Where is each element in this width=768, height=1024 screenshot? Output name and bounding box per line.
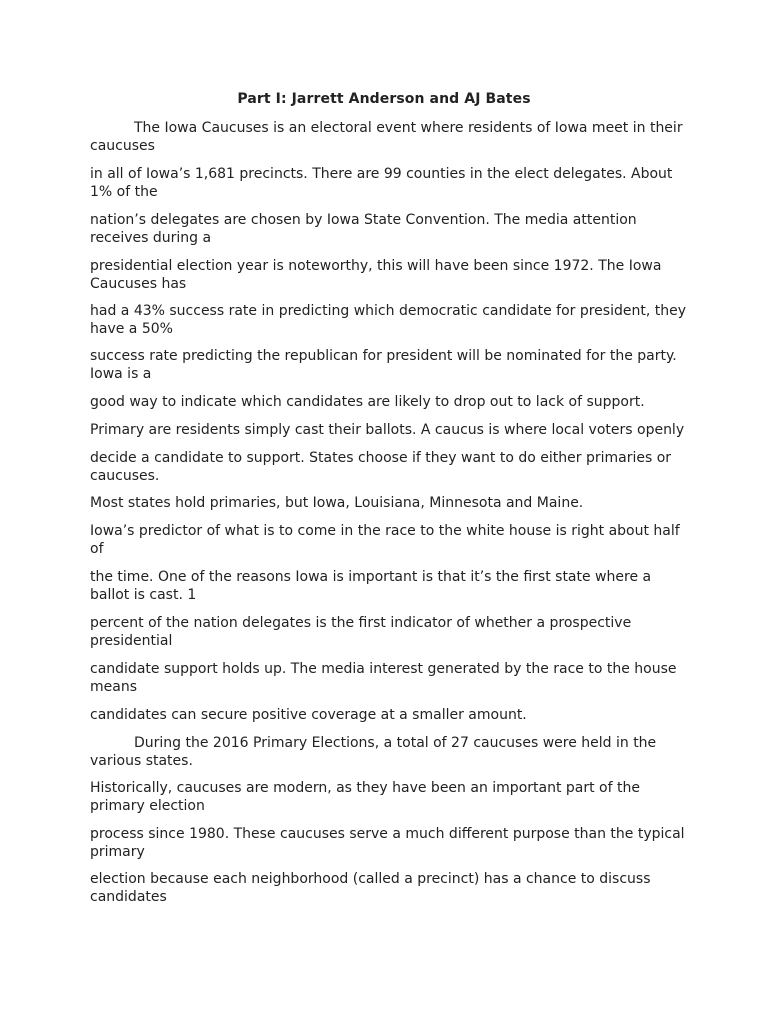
paragraph-line: During the 2016 Primary Elections, a total of 27 caucuses were held in the various states. (90, 735, 657, 769)
paragraph-line: percent of the nation delegates is the first indicator of whether a prospective presidential (90, 615, 632, 649)
paragraph-line: Primary are residents simply cast their ballots. A caucus is where local voters openly (90, 422, 685, 438)
paragraph-line: candidate support holds up. The media interest generated by the race to the house means (90, 661, 677, 695)
paragraph-line: decide a candidate to support. States choose if they want to do either primaries or caucuses. (90, 450, 672, 484)
paragraph-line: the time. One of the reasons Iowa is important is that it’s the first state where a ballot is cast. 1 (90, 569, 652, 603)
paragraph-line: The Iowa Caucuses is an electoral event where residents of Iowa meet in their caucuses (90, 120, 683, 154)
page-title: Part I: Jarrett Anderson and AJ Bates (237, 91, 531, 107)
paragraph-line: good way to indicate which candidates are likely to drop out to lack of support. (90, 394, 645, 410)
paragraph-line: Most states hold primaries, but Iowa, Louisiana, Minnesota and Maine. (90, 495, 584, 511)
paragraph-line: had a 43% success rate in predicting which democratic candidate for president, they have a 50% (90, 303, 687, 337)
paragraph-line: Historically, caucuses are modern, as they have been an important part of the primary election (90, 780, 640, 814)
paragraph-line: nation’s delegates are chosen by Iowa State Convention. The media attention receives during a (90, 212, 637, 246)
paragraph-line: election because each neighborhood (called a precinct) has a chance to discuss candidates (90, 871, 651, 905)
paragraph-line: candidates can secure positive coverage at a smaller amount. (90, 707, 527, 723)
paragraph-line: Iowa’s predictor of what is to come in the race to the white house is right about half of (90, 523, 680, 557)
paragraph-line: process since 1980. These caucuses serve a much different purpose than the typical primary (90, 826, 685, 860)
paragraph-line: success rate predicting the republican for president will be nominated for the party. Iowa is a (90, 348, 677, 382)
paragraph-line: in all of Iowa’s 1,681 precincts. There are 99 counties in the elect delegates. About 1% of the (90, 166, 673, 200)
paragraph-line: presidential election year is noteworthy, this will have been since 1972. The Iowa Caucuses has (90, 258, 662, 292)
